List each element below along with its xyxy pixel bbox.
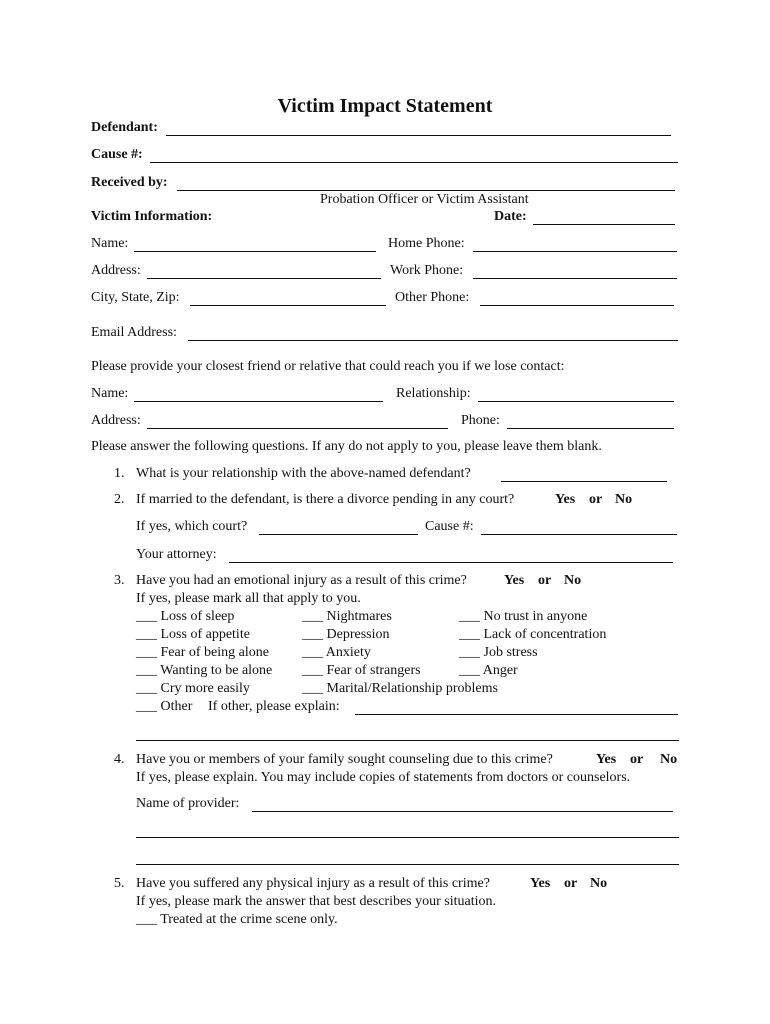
blank-mark: ___ [302,663,323,678]
date-field[interactable] [533,208,675,225]
option-label: Loss of sleep [160,609,235,624]
q2-cause-field[interactable] [481,518,677,535]
checkbox-loss-of-appetite[interactable] [136,627,250,643]
option-label: Anger [482,663,518,678]
checkbox-treated-at-scene[interactable] [136,912,338,928]
q4-number: 4. [114,752,125,767]
checkbox-fear-of-strangers[interactable] [302,663,421,679]
q4-or: or [630,752,644,767]
q2-attorney-field[interactable] [229,546,673,563]
blank-mark: ___ [459,627,480,642]
option-label: Job stress [483,645,538,660]
checkbox-fear-of-being-alone[interactable] [136,645,269,661]
victim-name-field[interactable] [134,235,376,252]
blank-mark: ___ [136,609,157,624]
option-label: Depression [326,627,390,642]
cause-field[interactable] [150,146,678,163]
relationship-label: Relationship: [396,386,471,401]
option-label: Fear of being alone [160,645,269,660]
contact-address-label: Address: [91,413,141,428]
victim-info-heading: Victim Information: [91,209,213,224]
provider-extra-field-1[interactable] [136,821,679,838]
other-explain-field-2[interactable] [136,724,679,741]
victim-name-label: Name: [91,236,129,251]
blank-mark: ___ [136,912,157,927]
blank-mark: ___ [136,699,157,714]
provider-field[interactable] [252,795,673,812]
blank-mark: ___ [302,645,323,660]
contact-name-label: Name: [91,386,129,401]
q4-text: Have you or members of your family sought counseling due to this crime? [136,752,553,767]
q5-text: Have you suffered any physical injury as a result of this crime? [136,876,490,891]
q3-or: or [538,573,552,588]
other-explain-label: If other, please explain: [208,699,340,714]
checkbox-anger[interactable] [459,663,518,679]
q5-yes-option[interactable]: Yes [530,876,551,891]
q2-no-option[interactable]: No [615,492,633,507]
q1-text: What is your relationship with the above-named defendant? [136,466,471,481]
q2-attorney-label: Your attorney: [136,547,217,562]
blank-mark: ___ [302,609,323,624]
option-label: Lack of concentration [483,627,607,642]
checkbox-other[interactable] [136,699,192,715]
option-label: Fear of strangers [326,663,421,678]
q5-number: 5. [114,876,125,891]
q1-answer-field[interactable] [501,465,667,482]
page-title: Victim Impact Statement [277,95,493,117]
q1-number: 1. [114,466,125,481]
received-by-label: Received by: [91,175,168,190]
q2-cause-label: Cause #: [425,519,474,534]
other-explain-field[interactable] [355,698,678,715]
q5-or: or [564,876,578,891]
provider-label: Name of provider: [136,796,240,811]
checkbox-loss-of-sleep[interactable] [136,609,234,625]
checkbox-depression[interactable] [302,627,390,643]
contact-phone-label: Phone: [461,413,500,428]
home-phone-label: Home Phone: [388,236,465,251]
option-label: Treated at the crime scene only. [160,912,338,927]
received-by-field[interactable] [177,174,675,191]
checkbox-marital-problems[interactable] [302,681,498,697]
checkbox-anxiety[interactable] [302,645,371,661]
contact-intro: Please provide your closest friend or relative that could reach you if we lose contact: [91,359,565,374]
q4-subtext: If yes, please explain. You may include copies of statements from doctors or counselors. [136,770,631,785]
blank-mark: ___ [302,681,323,696]
defendant-field[interactable] [166,119,671,136]
q4-no-option[interactable]: No [660,752,678,767]
option-label: No trust in anyone [483,609,588,624]
email-field[interactable] [188,324,678,341]
checkbox-nightmares[interactable] [302,609,392,625]
contact-address-field[interactable] [147,412,448,429]
work-phone-label: Work Phone: [390,263,464,278]
blank-mark: ___ [459,609,480,624]
blank-mark: ___ [136,645,157,660]
blank-mark: ___ [136,627,157,642]
date-label: Date: [494,209,527,224]
checkbox-wanting-to-be-alone[interactable] [136,663,272,679]
blank-mark: ___ [459,663,480,678]
q3-no-option[interactable]: No [564,573,582,588]
work-phone-field[interactable] [473,262,677,279]
email-label: Email Address: [91,325,177,340]
q2-court-label: If yes, which court? [136,519,248,534]
cause-label: Cause #: [91,147,143,162]
checkbox-cry-more-easily[interactable] [136,681,250,697]
other-phone-label: Other Phone: [395,290,470,305]
blank-mark: ___ [136,663,157,678]
other-phone-field[interactable] [480,289,674,306]
option-label: Other [160,699,193,714]
relationship-field[interactable] [478,385,674,402]
victim-address-field[interactable] [147,262,381,279]
q2-court-field[interactable] [259,518,418,535]
q2-text: If married to the defendant, is there a divorce pending in any court? [136,492,515,507]
option-label: Anxiety [325,645,371,660]
blank-mark: ___ [136,681,157,696]
q2-number: 2. [114,492,125,507]
contact-phone-field[interactable] [507,412,674,429]
option-label: Marital/Relationship problems [326,681,498,696]
city-state-zip-label: City, State, Zip: [91,290,180,305]
q3-number: 3. [114,573,125,588]
q3-text: Have you had an emotional injury as a result of this crime? [136,573,467,588]
contact-name-field[interactable] [134,385,383,402]
received-by-note: Probation Officer or Victim Assistant [320,192,529,207]
blank-mark: ___ [459,645,480,660]
blank-mark: ___ [302,627,323,642]
q4-yes-option[interactable]: Yes [596,752,617,767]
option-label: Wanting to be alone [160,663,273,678]
victim-address-label: Address: [91,263,141,278]
option-label: Nightmares [326,609,392,624]
checkbox-job-stress[interactable] [459,645,538,661]
q3-yes-option[interactable]: Yes [504,573,525,588]
checkbox-no-trust[interactable] [459,609,587,625]
city-state-zip-field[interactable] [190,289,386,306]
checkbox-lack-of-concentration[interactable] [459,627,606,643]
instructions: Please answer the following questions. If any do not apply to you, please leave them blank. [91,439,602,454]
q2-or: or [589,492,603,507]
defendant-label: Defendant: [91,120,158,135]
q2-yes-option[interactable]: Yes [555,492,576,507]
q5-no-option[interactable]: No [590,876,608,891]
home-phone-field[interactable] [473,235,677,252]
q3-subtext: If yes, please mark all that apply to you. [136,591,361,606]
q5-subtext: If yes, please mark the answer that best describes your situation. [136,894,497,909]
option-label: Loss of appetite [160,627,250,642]
provider-extra-field-2[interactable] [136,848,679,865]
option-label: Cry more easily [160,681,250,696]
